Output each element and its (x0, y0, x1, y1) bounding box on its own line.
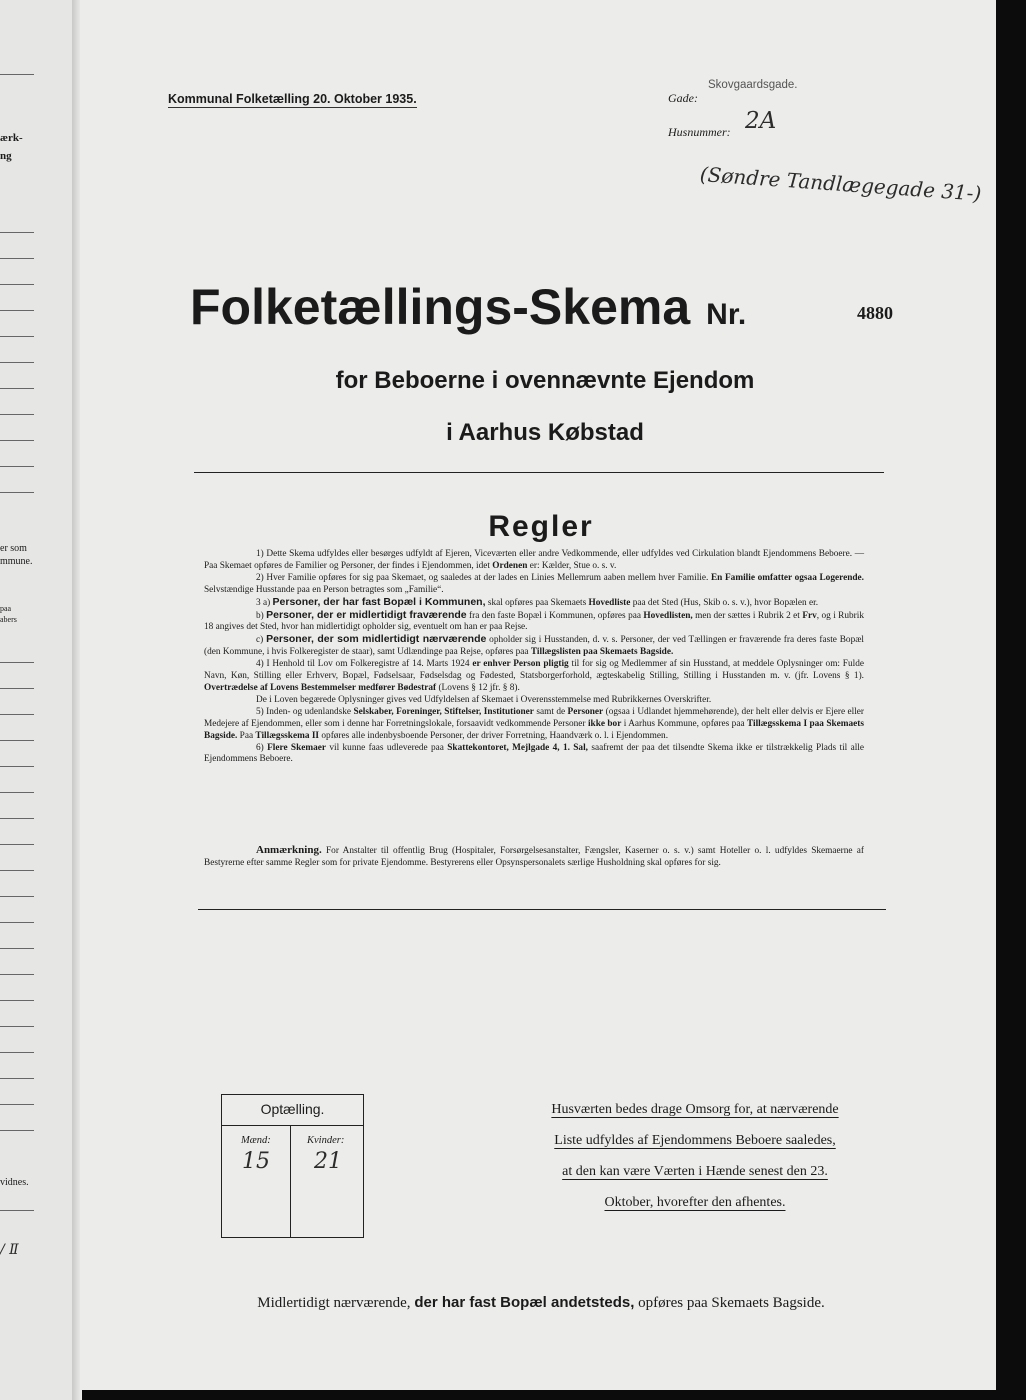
street-value: Skovgaardsgade. (708, 79, 798, 91)
handwritten-address-note: (Søndre Tandlægegade 31-) (699, 162, 983, 206)
rule-6: 6) Flere Skemaer vil kunne faas udleverede paa Skattekontoret, Mejlgade 4, 1. Sal, saafremt der paa det tilsendte Skema ikke er tilstrækkelig Plads til alle Ejendommens Beboere. (204, 742, 865, 765)
rules-heading: Regler (488, 510, 594, 543)
left-page-fragment: / Ⅱ (0, 1242, 19, 1258)
notice-line: Liste udfyldes af Ejendommens Beboere saaledes, (554, 1133, 836, 1148)
remark-body: For Anstalter til offentlig Brug (Hospitaler, Forsørgelsesanstalter, Fængsler, Kaserner o. s. v.) samt Hoteller o. l. udfyldes Skemaerne af Bestyrerne efter samme Regler som for private Ejendomme. Bestyrerens eller Opsynspersonalets særlige Husholdning skal opføres for sig. (204, 846, 864, 868)
left-page-fragment: abers (0, 615, 17, 624)
rule-3b: b) Personer, der er midlertidigt fraværende fra den faste Bopæl i Kommunen, opføres paa Hovedlisten, men der sættes i Rubrik 2 et Frv, og i Rubrik 18 angives det Sted, hvor han midlertidigt opholder sig, eventuelt om han er paa Rejse. (204, 608, 865, 633)
rules-text (204, 549, 864, 766)
form-title (190, 278, 746, 336)
women-label: Kvinder: (307, 1135, 345, 1146)
notice-line: Husværten bedes drage Omsorg for, at nærværende (551, 1102, 839, 1117)
count-box (221, 1094, 364, 1238)
men-label: Mænd: (241, 1135, 271, 1146)
rule-4: 4) I Henhold til Lov om Folkeregistre af 14. Marts 1924 er enhver Person pligtig til for sig og Medlemmer af sin Husstand, at meddele Oplysninger om: Fulde Navn, Køn, Stilling eller Erhverv, Bopæl, Fødselsaar, Fødselsdag og Fødested, Statsborgerforhold, ægteskabelig Stilling, Stilling i Husstanden m. v. (jfr. Lovens § 1). Overtrædelse af Lovens Bestemmelser medfører Bødestraf (Lovens § 12 jfr. § 8). (204, 659, 864, 693)
form-subtitle: for Beboerne i ovennævnte Ejendom (335, 367, 755, 394)
men-count: 15 (242, 1149, 270, 1174)
rule-2: 2) Hver Familie opføres for sig paa Skemaet, og saaledes at der lades en Linies Mellemrum aaben mellem hver Familie. En Familie omfatter ogsaa Logerende. Selvstændige Husstande paa en Person betragtes som „Familie“. (204, 572, 864, 595)
house-number-value: 2A (745, 108, 777, 134)
notice-line: Oktober, hvorefter den afhentes. (604, 1195, 786, 1210)
footer-note: Midlertidigt nærværende, der har fast Bopæl andetsteds, opføres paa Skemaets Bagside. (257, 1294, 825, 1311)
remark-heading: Anmærkning. (256, 844, 322, 856)
rule-5: 5) Inden- og udenlandske Selskaber, Foreninger, Stiftelser, Institutioner samt de Personer (ogsaa i Udlandet hjemmehørende), der helt eller delvis er Ejere eller Medejere af Ejendommen, eller som i denne har Forretningslokale, forsaavidt vedkommende Personer ikke bor i Aarhus Kommune, opføres paa Tillægsskema I paa Skemaets Bagside. Paa Tillægsskema II opføres alle indenbysboende Personer, der driver Forretning, Haandværk o. l. i Ejendommen. (204, 706, 865, 741)
left-page-fragment: vidnes. (0, 1177, 29, 1188)
left-page-edge (0, 0, 72, 1400)
count-box-title: Optælling. (260, 1101, 325, 1117)
divider (194, 472, 884, 473)
rule-3a: 3 a) Personer, der har fast Bopæl i Kommunen, skal opføres paa Skemaets Hovedliste paa det Sted (Hus, Skib o. s. v.), hvor Bopælen er. (256, 595, 819, 608)
rule-3c: c) Personer, der som midlertidigt nærværende opholder sig i Husstanden, d. v. s. Personer, der ved Tællingen er fraværende fra deres faste Bopæl (den Kommune, i hvis Folkeregister de staar), samt Udlændinge paa Rejse, opføres paa Tillægslisten paa Skemaets Bagside. (204, 633, 865, 658)
divider (198, 909, 886, 910)
form-subtitle-city: i Aarhus Købstad (446, 419, 644, 446)
remark-text (204, 845, 864, 870)
left-page-fragment: ng (0, 150, 12, 162)
form-title-main: Folketællings-Skema (190, 279, 691, 335)
rule-1: 1) Dette Skema udfyldes eller besørges udfyldt af Ejeren, Viceværten eller andre Vedkommende, eller udfyldes ved Cirkulation blandt Ejendommens Beboere. — Paa Skemaet opføres de Familier og Personer, der findes i Ejendommen, idet Ordenen er: Kælder, Stue o. s. v. (204, 549, 864, 571)
form-number-label: Nr. (706, 298, 747, 331)
left-page-fragment: ærk- (0, 132, 23, 144)
page-edge (996, 0, 1026, 1400)
street-label: Gade: (668, 91, 698, 105)
census-header: Kommunal Folketælling 20. Oktober 1935. (168, 92, 417, 106)
women-count: 21 (314, 1149, 342, 1174)
left-page-fragment: mmune. (0, 556, 33, 567)
left-page-fragment: paa (0, 604, 12, 613)
house-number-label: Husnummer: (668, 125, 731, 139)
landlord-notice (525, 1094, 865, 1218)
rule-4-note: De i Loven begærede Oplysninger gives ved Udfyldelsen af Skemaet i Overensstemmelse med Rubrikkernes Overskrifter. (256, 694, 712, 705)
notice-line: at den kan være Værten i Hænde senest den 23. (562, 1164, 828, 1179)
left-page-fragment: er som (0, 543, 27, 554)
form-number: 4880 (857, 303, 893, 323)
